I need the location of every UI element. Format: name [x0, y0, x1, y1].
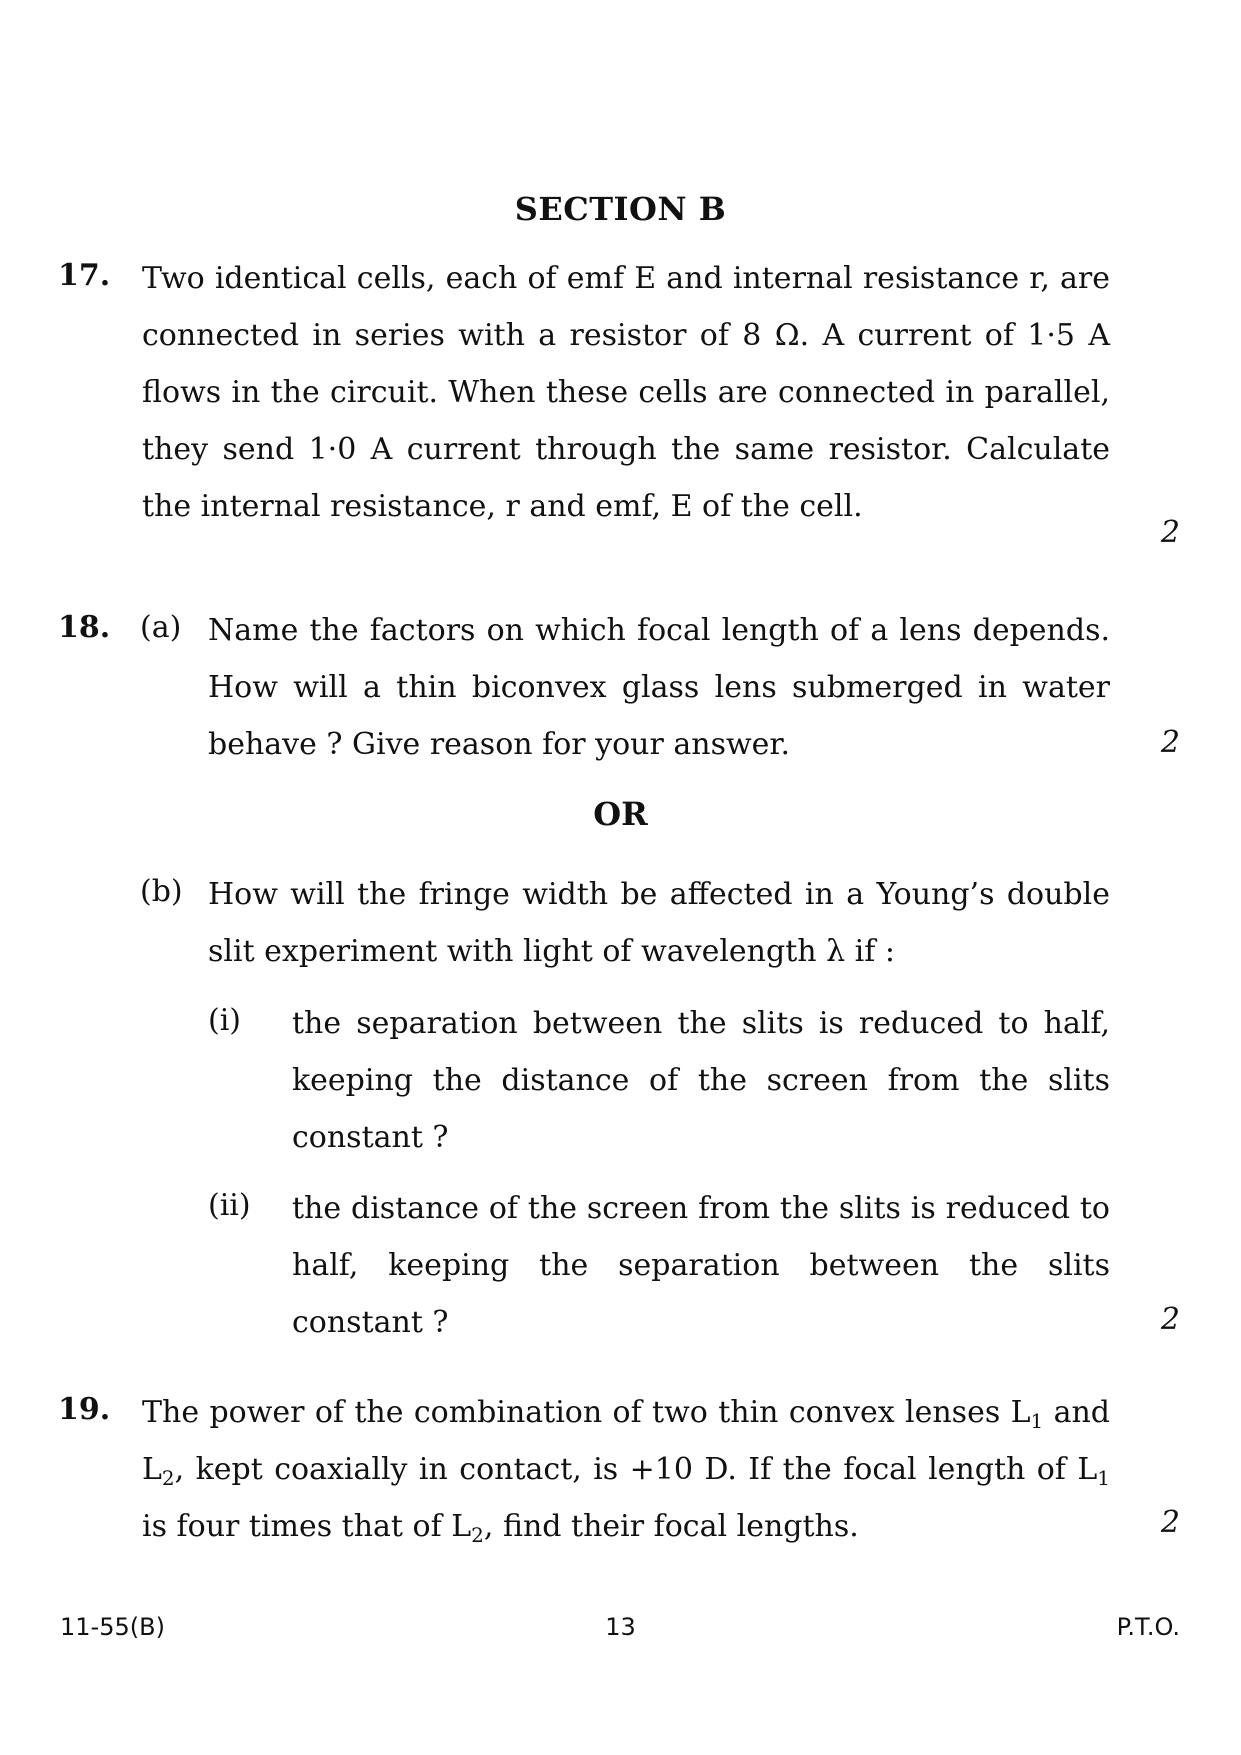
q19-line-3: is four times that of $L_2$, find their focal lengths.	[142, 1509, 859, 1547]
q19-marks: 2	[1160, 1505, 1180, 1540]
q18b-i-line-1: the separation between the slits is reduced to half,	[292, 1006, 1110, 1041]
q17-line-2: connected in series with a resistor of 8 Ω. A current of 1·5 A	[142, 318, 1110, 353]
q17-line-4: they send 1·0 A current through the same resistor. Calculate	[142, 432, 1110, 467]
q18b-ii-line-2: half, keeping the separation between the slits	[292, 1248, 1110, 1283]
footer-pto: P.T.O.	[1116, 1613, 1180, 1641]
q18a-marks: 2	[1160, 725, 1180, 760]
section-title: SECTION B	[514, 190, 727, 228]
q18a-line-1: Name the factors on which focal length of a lens depends.	[208, 613, 1110, 648]
q18b-i-line-2: keeping the distance of the screen from the slits	[292, 1063, 1110, 1098]
footer-code: 11-55(B)	[60, 1613, 165, 1641]
q17-line-1: Two identical cells, each of emf E and internal resistance r, are	[142, 261, 1110, 296]
q18b-marks: 2	[1160, 1302, 1180, 1337]
q17-marks: 2	[1160, 515, 1180, 550]
q18a-label: (a)	[140, 610, 182, 645]
q18b-line-1: How will the fringe width be affected in a Young’s double	[208, 877, 1110, 912]
q18b-i-label: (i)	[208, 1003, 242, 1038]
q17-number: 17.	[58, 258, 111, 293]
q17-line-3: flows in the circuit. When these cells are connected in parallel,	[142, 375, 1110, 410]
q18b-ii-line-1: the distance of the screen from the slits is reduced to	[292, 1191, 1110, 1226]
q19-line-1: The power of the combination of two thin convex lenses $L_1$ and	[142, 1395, 1110, 1433]
q18b-label: (b)	[140, 874, 183, 909]
footer-page-number: 13	[605, 1613, 636, 1641]
q18b-ii-label: (ii)	[208, 1188, 251, 1223]
or-divider: OR	[593, 795, 648, 833]
q18b-line-2: slit experiment with light of wavelength λ if :	[208, 934, 895, 969]
q18b-i-line-3: constant ?	[292, 1120, 449, 1155]
q19-number: 19.	[58, 1392, 111, 1427]
q18a-line-2: How will a thin biconvex glass lens submerged in water	[208, 670, 1110, 705]
q18a-line-3: behave ? Give reason for your answer.	[208, 727, 790, 762]
q19-line-2: $L_2$, kept coaxially in contact, is +10 D. If the focal length of $L_1$	[142, 1452, 1110, 1490]
q18-number: 18.	[58, 610, 111, 645]
q18b-ii-line-3: constant ?	[292, 1305, 449, 1340]
q17-line-5: the internal resistance, r and emf, E of the cell.	[142, 489, 863, 524]
